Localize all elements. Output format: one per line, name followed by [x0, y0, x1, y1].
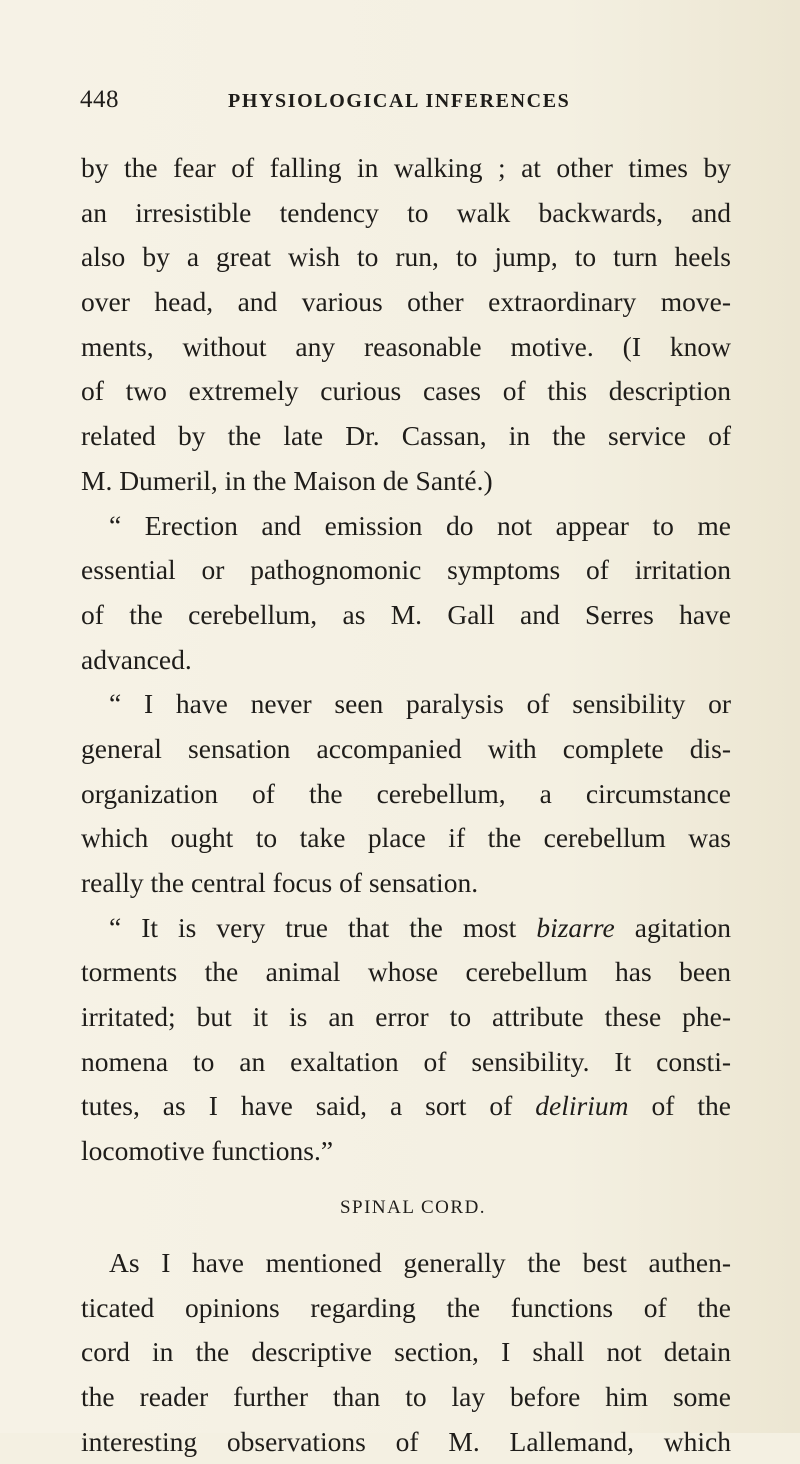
text-line: also by a great wish to run, to jump, to turn heels	[81, 241, 731, 273]
italic-term: bizarre	[536, 911, 615, 943]
running-title: PHYSIOLOGICAL INFERENCES	[228, 90, 571, 112]
text-line: general sensation accompanied with complete dis-	[81, 732, 731, 764]
text-line: the reader further than to lay before him some	[81, 1380, 731, 1412]
text-line: by the fear of falling in walking ; at other times by	[81, 152, 731, 183]
text-line: of two extremely curious cases of this description	[81, 375, 731, 407]
paragraph	[81, 682, 731, 905]
italic-term: delirium	[535, 1090, 629, 1122]
text-line: ments, without any reasonable motive. (I know	[81, 330, 731, 362]
text-line: irritated; but it is an error to attribute these phe-	[81, 1001, 731, 1033]
text-line: ticated opinions regarding the functions of the	[81, 1291, 731, 1323]
text-line: related by the late Dr. Cassan, in the service of	[81, 420, 731, 452]
text-line	[81, 1084, 731, 1129]
paragraph	[81, 146, 731, 504]
body-text	[81, 146, 731, 1464]
text-line: As I have mentioned generally the best authen-	[109, 1246, 731, 1278]
text-line: which ought to take place if the cerebellum was	[81, 822, 731, 854]
text-line: essential or pathognomonic symptoms of irritation	[81, 554, 731, 586]
text-line: really the central focus of sensation.	[81, 867, 479, 898]
text-line: interesting observations of M. Lallemand, which	[81, 1425, 731, 1457]
text-line: locomotive functions.”	[81, 1135, 334, 1167]
text-line: advanced.	[81, 643, 192, 675]
text-line: “ Erection and emission do not appear to me	[109, 509, 731, 541]
page-number: 448	[80, 86, 119, 113]
section-heading: SPINAL CORD.	[339, 1196, 487, 1218]
text-line: organization of the cerebellum, a circumstance	[81, 777, 731, 809]
text-line	[81, 906, 731, 951]
text-line: of the cerebellum, as M. Gall and Serres have	[81, 598, 731, 630]
text-line: “ I have never seen paralysis of sensibility or	[109, 688, 731, 720]
text-line: an irresistible tendency to walk backwards, and	[81, 196, 731, 228]
paragraph	[81, 504, 731, 683]
text-line: nomena to an exaltation of sensibility. It consti-	[81, 1045, 731, 1077]
text-line: cord in the descriptive section, I shall not detain	[81, 1336, 731, 1368]
text-run: of the	[628, 1090, 731, 1122]
running-head	[80, 86, 730, 122]
paragraph	[81, 1241, 731, 1464]
text-run: tutes, as I have said, a sort of	[81, 1090, 536, 1122]
paragraph	[81, 906, 731, 1174]
text-line: M. Dumeril, in the Maison de Santé.)	[81, 464, 493, 496]
text-line: over head, and various other extraordinary move-	[81, 286, 731, 318]
text-run: “ It is very true that the most	[109, 911, 537, 943]
text-run: agitation	[614, 911, 731, 943]
text-line: torments the animal whose cerebellum has been	[81, 956, 731, 988]
